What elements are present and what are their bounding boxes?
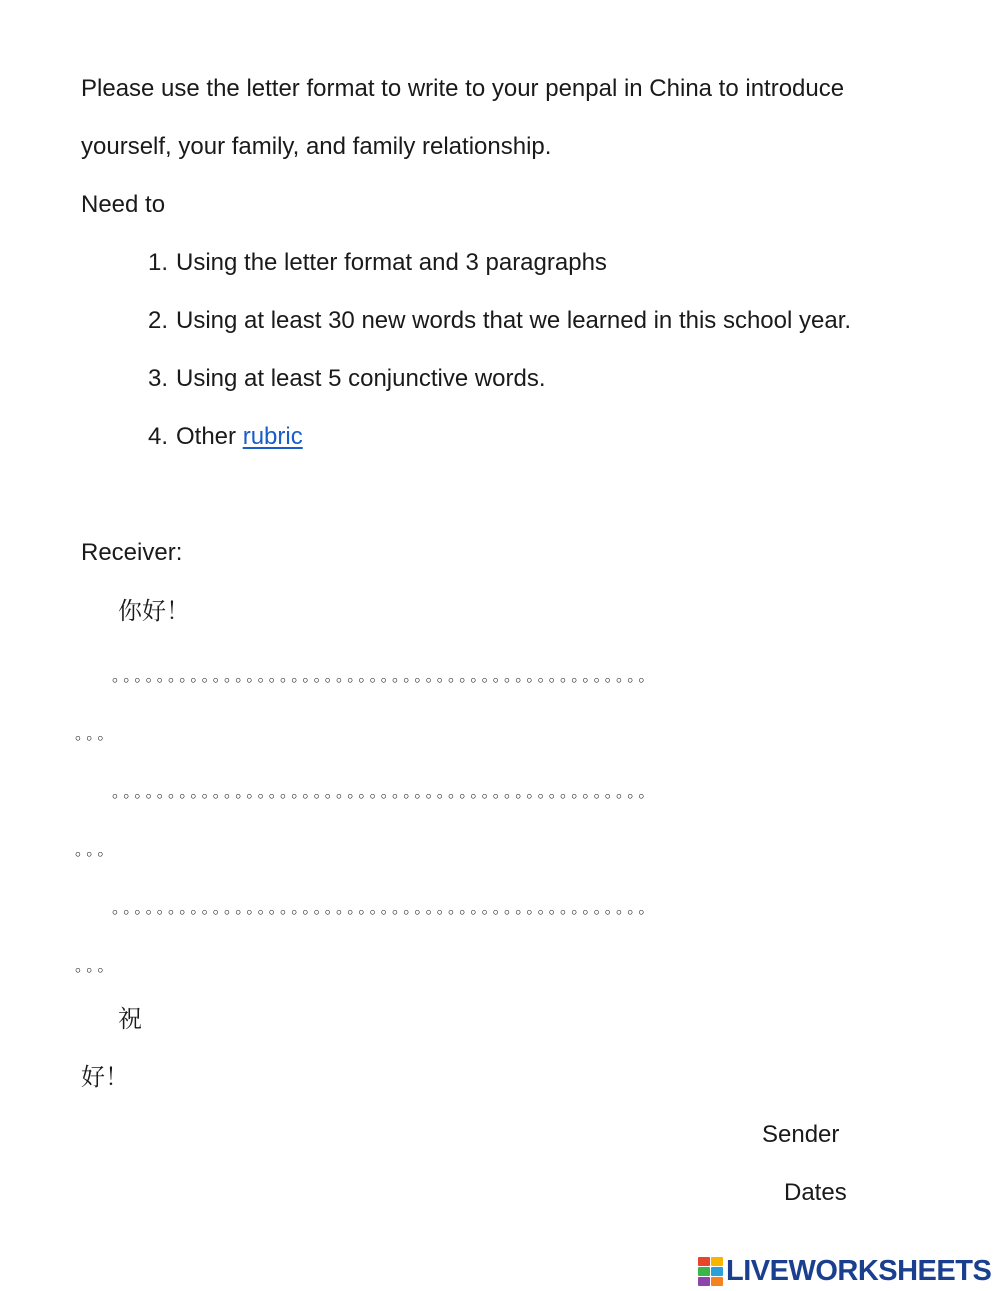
instructions-line-1: Please use the letter format to write to your penpal in China to introduce: [81, 75, 845, 102]
requirement-number: 4.: [147, 423, 168, 450]
receiver-label: Receiver:: [81, 539, 183, 566]
sender-label: Sender: [762, 1121, 840, 1148]
logo-block: [711, 1267, 723, 1276]
logo-block: [698, 1257, 710, 1266]
closing-wish: 祝: [118, 1005, 142, 1033]
requirement-item: [138, 306, 851, 336]
paragraph-2-tail: 。。。: [75, 840, 117, 859]
liveworksheets-wordmark: LIVEWORKSHEETS: [726, 1254, 992, 1287]
paragraph-1-tail: 。。。: [75, 724, 117, 743]
requirement-text: Using at least 5 conjunctive words.: [176, 365, 546, 392]
requirement-number: 1.: [147, 249, 168, 276]
paragraph-1-dots: 。。。。。。。。。。。。。。。。。。。。。。。。。。。。。。。。。。。。。。。。。。。。。。。。: [112, 666, 658, 685]
requirement-item: [138, 248, 607, 278]
requirement-number: 2.: [147, 307, 168, 334]
logo-block: [698, 1267, 710, 1276]
logo-block: [698, 1277, 710, 1286]
closing-good: 好！: [81, 1063, 129, 1091]
paragraph-3-dots: 。。。。。。。。。。。。。。。。。。。。。。。。。。。。。。。。。。。。。。。。。。。。。。。。: [112, 898, 658, 917]
logo-block: [711, 1277, 723, 1286]
requirement-text: Other: [176, 423, 243, 450]
requirement-number: 3.: [147, 365, 168, 392]
requirement-text: Using at least 30 new words that we learned in this school year.: [176, 307, 852, 334]
liveworksheets-logo: [698, 1256, 991, 1286]
paragraph-2-dots: 。。。。。。。。。。。。。。。。。。。。。。。。。。。。。。。。。。。。。。。。。。。。。。。。: [112, 782, 658, 801]
rubric-link[interactable]: rubric: [242, 423, 303, 450]
requirement-item: [138, 364, 546, 394]
requirement-item: [138, 422, 303, 452]
logo-block: [711, 1257, 723, 1266]
instructions-line-2: yourself, your family, and family relationship.: [81, 133, 552, 160]
need-to-heading: Need to: [81, 191, 166, 218]
liveworksheets-logo-icon: [698, 1257, 722, 1285]
greeting: 你好！: [118, 597, 190, 625]
requirement-text: Using the letter format and 3 paragraphs: [176, 249, 607, 276]
paragraph-3-tail: 。。。: [75, 956, 117, 975]
dates-label: Dates: [784, 1179, 847, 1206]
